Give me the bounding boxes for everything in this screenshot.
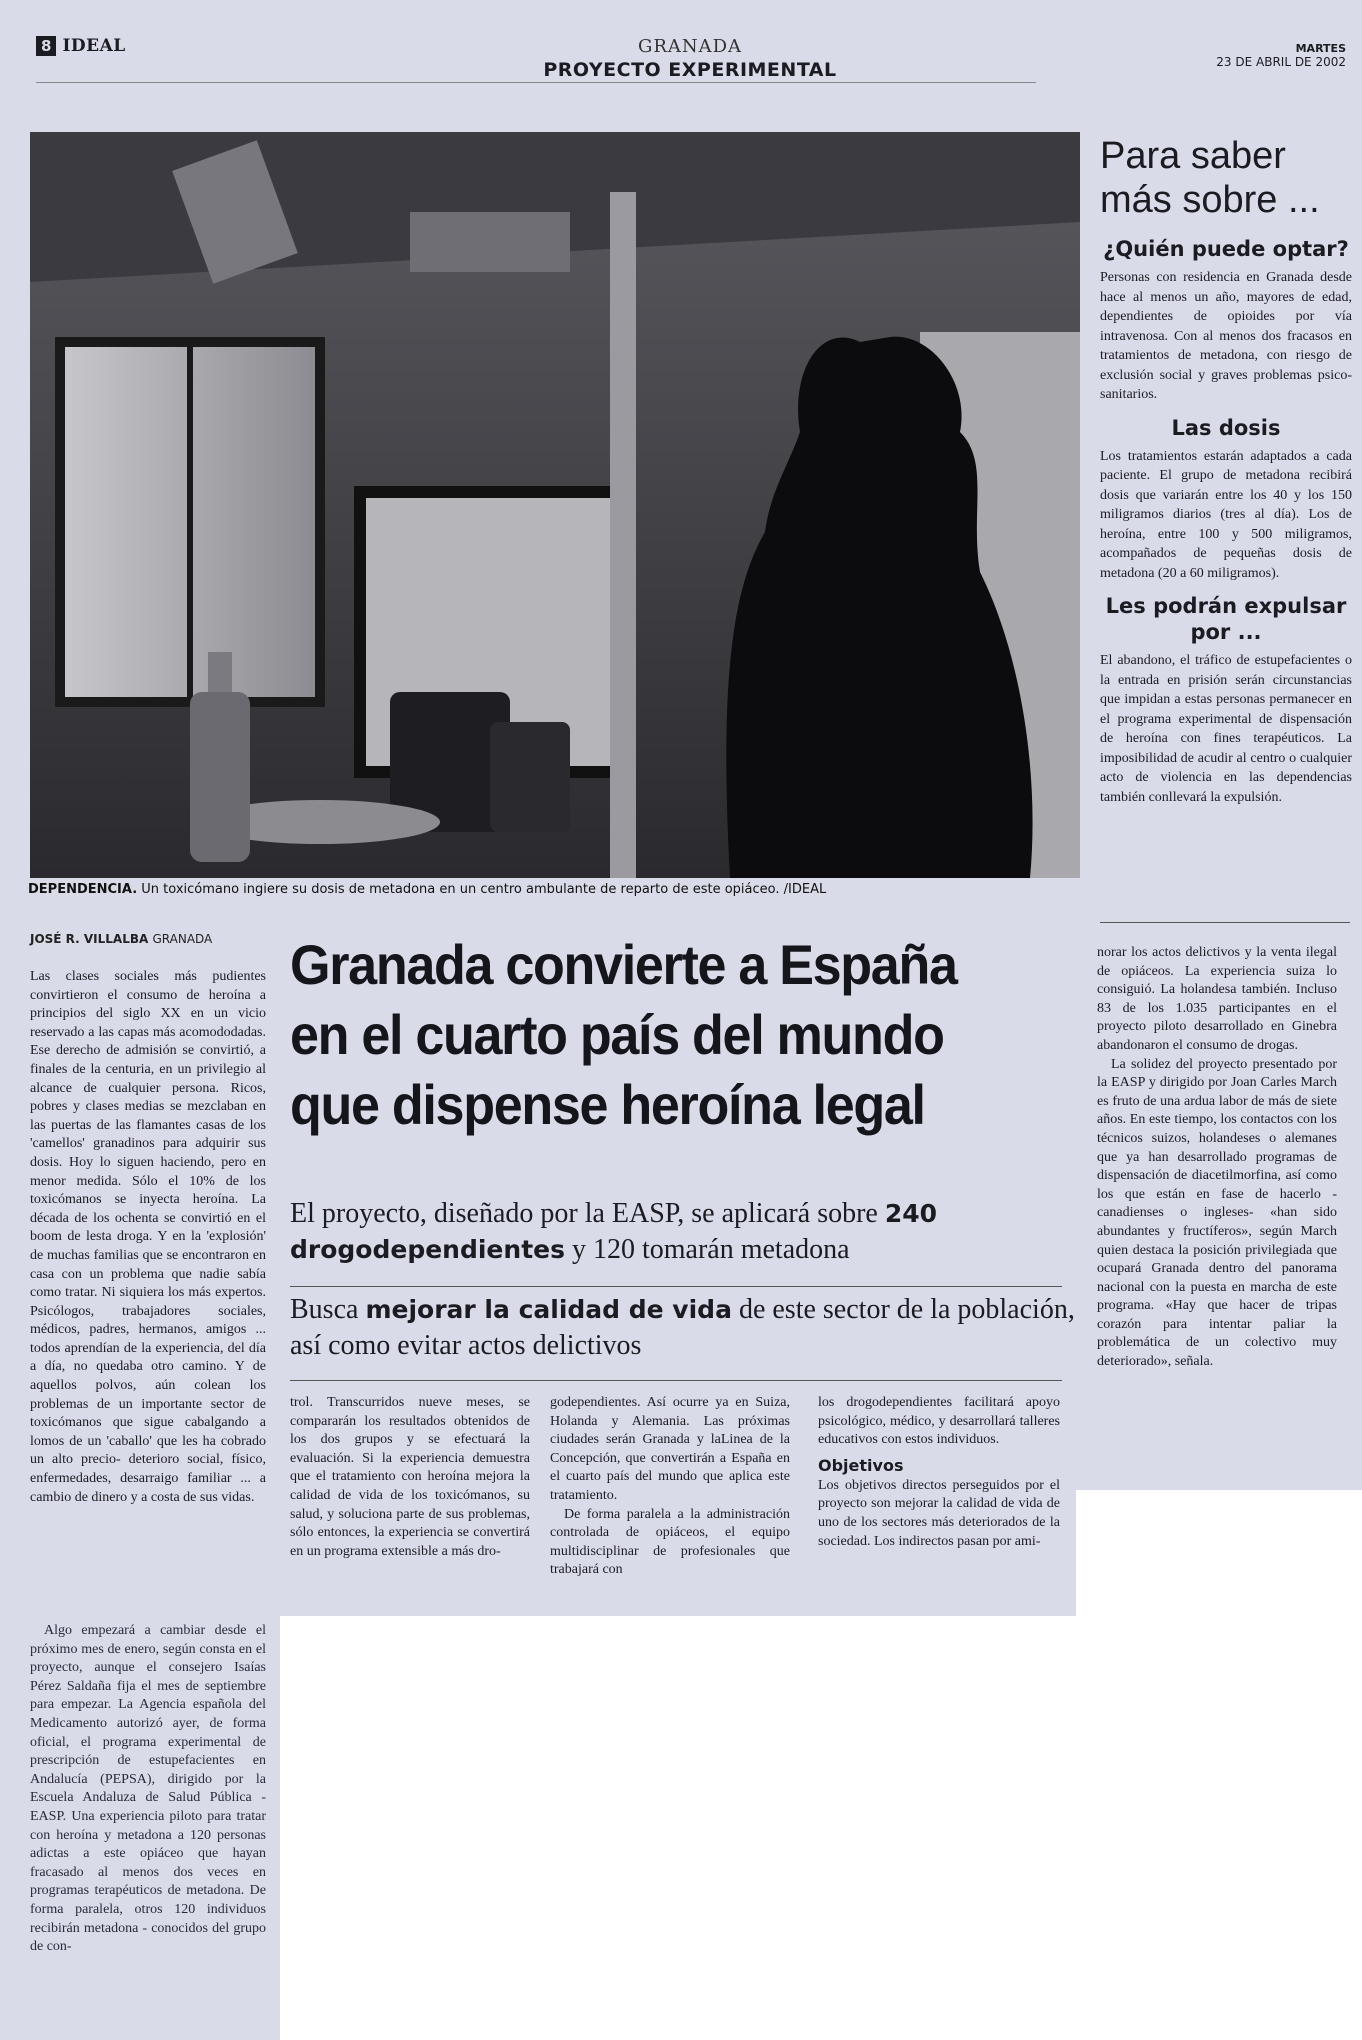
subhead1-part-c: y 120 tomarán metadona — [564, 1234, 850, 1265]
date-text: 23 DE ABRIL DE 2002 — [1216, 55, 1346, 69]
sidebar-title: Para saber más sobre ... — [1100, 135, 1320, 221]
section-city: GRANADA — [637, 36, 743, 57]
article-paragraph: De forma paralela a la administración controlada de opiáceos, el equipo multidisciplinar de profesionales que trabajará con — [550, 1506, 790, 1578]
subhead2-part-a: Busca — [290, 1294, 366, 1325]
day-name: MARTES — [1295, 42, 1346, 55]
sidebar-text-expulsion: El abandono, el tráfico de estupefacientes o la entrada en prisión serán circunstancias que impidan a estas personas permanecer en el programa experimental de dispensación de heroína con fines terapéuticos. La imposibilidad de acudir al centro o cualquier acto de violencia en las dependencias también conllevará la expulsión. — [1100, 653, 1352, 805]
subhead1-highlight: 240 drogodependientes — [290, 1199, 938, 1264]
subhead2-highlight: mejorar la calidad de vida — [365, 1295, 732, 1324]
article-paragraph: los drogodependientes facilitará apoyo psicológico, médico, y desarrollará talleres educativos con estos individuos. — [818, 1395, 1060, 1448]
photo-scene — [30, 132, 1080, 878]
byline-place: GRANADA — [152, 932, 213, 946]
article-headline: Granada convierte a España en el cuarto país del mundo que dispense heroína legal — [290, 933, 957, 1136]
article-column-center-1 — [290, 1394, 530, 1561]
sidebar-text-doses: Los tratamientos estarán adaptados a cada paciente. El grupo de metadona recibirá dosis que variarán entre los 40 y los 150 miligramos diarios (tres al día). Los de heroína, entre 100 y 500 miligramos, acompañados de pequeñas dosis de metadona (20 a 60 miligramos). — [1100, 448, 1352, 581]
subhead-divider — [290, 1286, 1062, 1287]
page-number: 8 — [36, 36, 56, 56]
photo-caption — [28, 882, 1088, 897]
caption-label: DEPENDENCIA. — [28, 882, 138, 897]
article-paragraph: Los objetivos directos perseguidos por el proyecto son mejorar la calidad de vida de uno de los sectores más deteriorados de la sociedad. Los indirectos pasan por ami- — [818, 1477, 1060, 1549]
section-header — [430, 36, 950, 81]
publication-name: IDEAL — [62, 36, 126, 56]
issue-date — [1216, 42, 1346, 69]
section-heading-objectives: Objetivos — [818, 1455, 904, 1475]
sidebar-heading-doses: Las dosis — [1171, 415, 1281, 440]
article-column-left — [30, 968, 266, 1507]
sidebar-heading-who: ¿Quién puede optar? — [1103, 237, 1349, 261]
subhead-divider-2 — [290, 1380, 1062, 1381]
article-column-right — [1097, 944, 1337, 1372]
article-paragraph: godependientes. Así ocurre ya en Suiza, Holanda y Alemania. Las próximas ciudades serán Granada y laLinea de la Concepción, que convertirán a España en el cuarto país del mundo que aplica este tratamiento. — [550, 1395, 790, 1503]
sidebar-heading-expulsion: Les podrán expulsar por ... — [1105, 594, 1347, 644]
subheadline-1 — [290, 1196, 1080, 1268]
sidebar-text-who: Personas con residencia en Granada desde hace al menos un año, mayores de edad, dependientes de opioides por vía intravenosa. Con al menos dos fracasos en tratamientos de metadona, con riesgo de exclusión social y graves problemas psico-sanitarios. — [1100, 270, 1352, 402]
subhead1-part-a: El proyecto, diseñado por la EASP, se aplicará sobre — [290, 1198, 885, 1229]
article-column-left-lower — [30, 1622, 266, 1957]
subheadline-2 — [290, 1292, 1080, 1364]
byline — [30, 932, 212, 946]
article-column-center-3 — [818, 1394, 1060, 1551]
masthead — [36, 36, 126, 56]
subhead2-part-c: de este sector de la población, así como evitar actos delictivos — [290, 1294, 1075, 1361]
caption-text: Un toxicómano ingiere su dosis de metadona en un centro ambulante de reparto de este opiáceo. /IDEAL — [141, 882, 827, 897]
article-paragraph: trol. Transcurridos nueve meses, se compararán los resultados obtenidos de los dos grupos y se efectuará la evaluación. Si la experiencia demuestra que el tratamiento con heroína mejora la calidad de vida de los toxicómanos, su salud, y soluciona parte de sus problemas, sólo entonces, la experiencia se convertirá en un programa extensible a más dro- — [290, 1395, 530, 1559]
header-divider — [36, 82, 1036, 83]
article-column-center-2 — [550, 1394, 790, 1580]
section-name: PROYECTO EXPERIMENTAL — [543, 59, 837, 81]
byline-author: JOSÉ R. VILLALBA — [30, 932, 149, 946]
article-paragraph: Las clases sociales más pudientes convirtieron el consumo de heroína a principios del siglo XX en un vicio reservado a las capas más acomododadas. Ese derecho de admisión se convirtió, a finales de la centuria, en un privilegio al alcance de cualquier persona. Ricos, pobres y clases medias se mezclaban en las puertas de las flamantes casas de los 'camellos' granadinos para adquirir sus dosis. Hoy lo siguen haciendo, pero en menor medida. Sólo el 10% de los toxicómanos se inyecta heroína. La década de los ochenta se convirtió en el boom de lesta droga. Y en la 'explosión' de muchas familias que se encontraron en casa con un problema que nadie sabía como tratar. Ni siquiera los más expertos. Psicólogos, trabajadores sociales, médicos, padres, hermanos, amigos ... todos aprendían de la experiencia, del día a día, no quedaba otro camino. Y de aquellos polvos, aún colean los problemas de un importante sector de toxicómanos que sigue cabalgando a lomos de un 'caballo' que les ha cobrado un alto precio- deterioro social, físico, enfermedades, desarraigo familiar ... a cambio de dinero y a costa de sus vidas. — [30, 969, 266, 1505]
article-paragraph: Algo empezará a cambiar desde el próximo mes de enero, según consta en el proyecto, aunque el consejero Isaías Pérez Saldaña fija el mes de septiembre para empezar. La Agencia española del Medicamento autorizó ayer, de forma oficial, el programa experimental de prescripción de estupefacientes en Andalucía (PEPSA), dirigido por la Escuela Andaluza de Salud Pública -EASP. Una experiencia piloto para tratar con heroína y metadona a 120 personas adictas a este opiáceo que hayan fracasado al menos dos veces en programas terapéuticos de metadona. De forma paralela, otros 120 individuos recibirán metadona - conocidos del grupo de con- — [30, 1623, 266, 1955]
article-paragraph: norar los actos delictivos y la venta ilegal de opiáceos. La experiencia suiza lo consiguió. La holandesa también. Incluso 83 de los 1.035 participantes en el proyecto piloto desarrollado en Ginebra abandonaron el consumo de drogas. — [1097, 945, 1337, 1053]
article-photo — [30, 132, 1080, 878]
article-paragraph: La solidez del proyecto presentado por la EASP y dirigido por Joan Carles March es fruto de una ardua labor de más de siete años. En este tiempo, los contactos con los técnicos suizos, holandeses o alemanes que ya han desarrollado programas de dispensación de diacetilmorfina, así como los que están en fase de hacerlo -canadienses o ingleses- «han sido abundantes y fructíferos», según March quien destaca la posición privilegiada que ocupará Granada dentro del panorama nacional con la puesta en marcha de este programa. «Hay que hacer de tripas corazón para intentar paliar la problemática de un colectivo muy deteriorado», señala. — [1097, 1056, 1337, 1370]
sidebar-box — [1100, 134, 1352, 807]
sidebar-divider — [1100, 922, 1350, 923]
